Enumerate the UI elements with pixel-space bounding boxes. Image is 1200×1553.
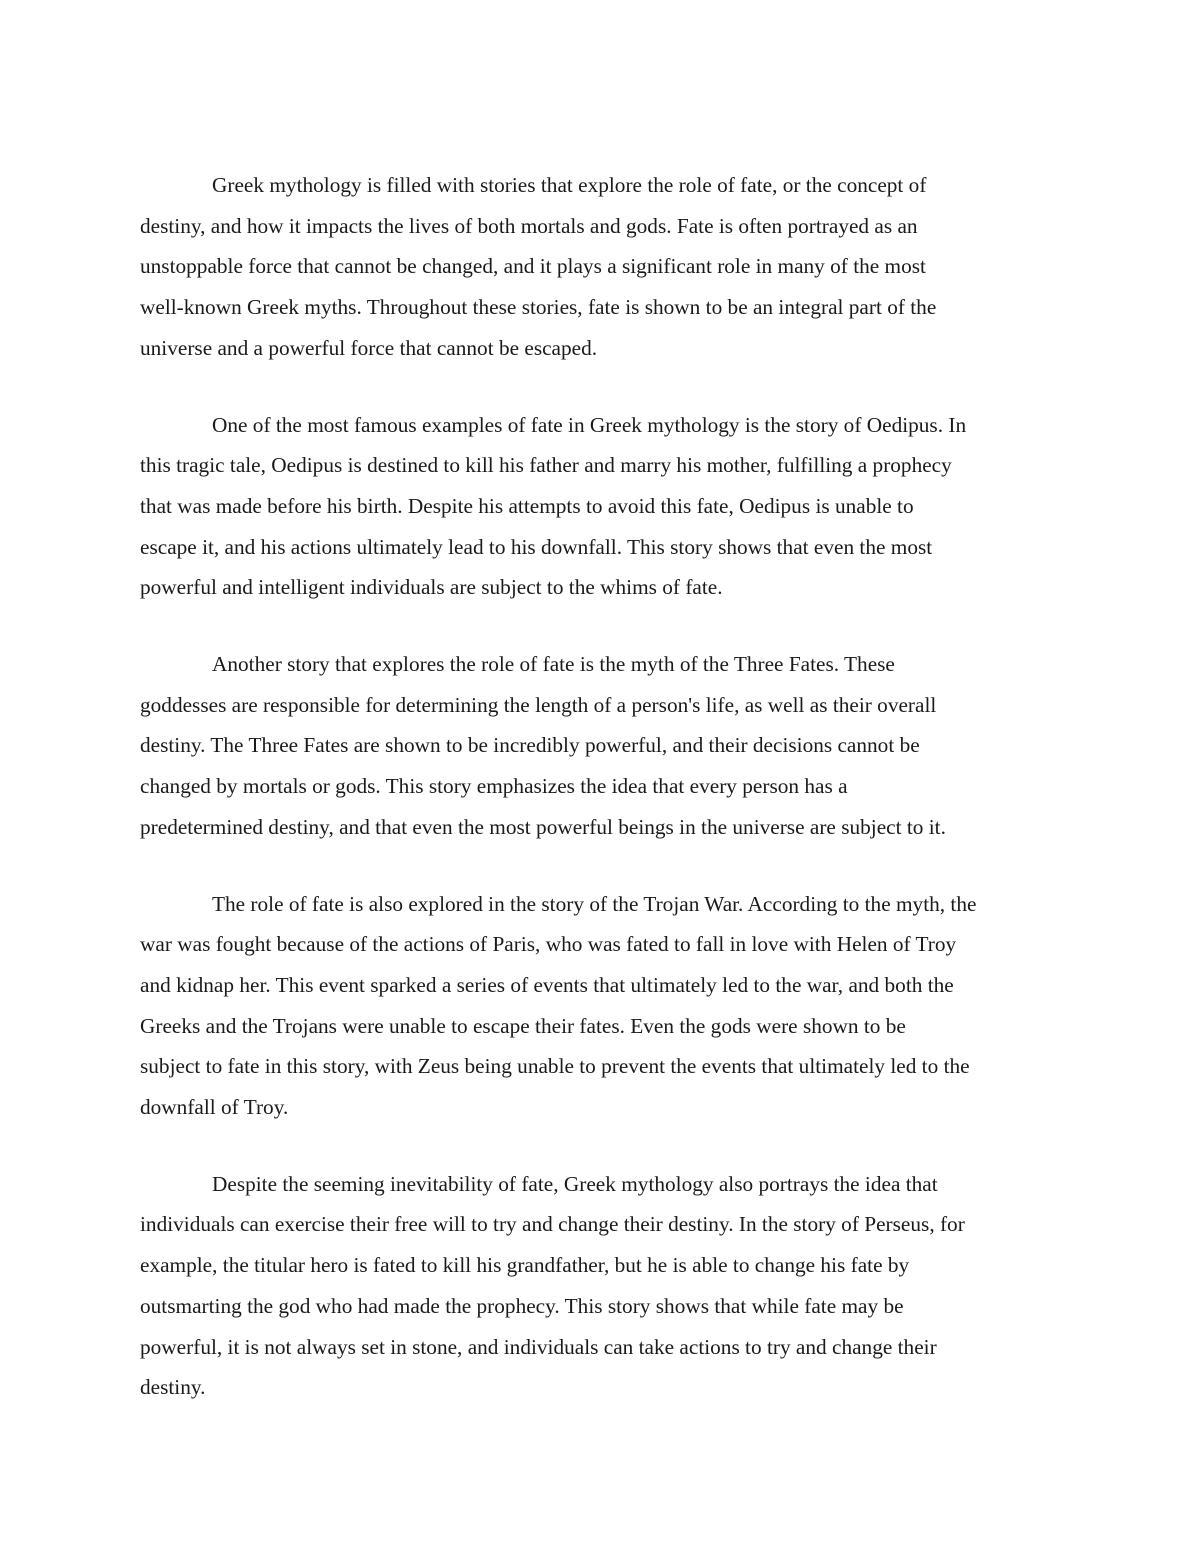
paragraph-line: and kidnap her. This event sparked a series of events that ultimately led to the war, and both the: [140, 972, 954, 997]
paragraph-5: [140, 1164, 1070, 1408]
paragraph-4: [140, 884, 1070, 1128]
document-body: [140, 165, 1070, 1408]
paragraph-line: outsmarting the god who had made the prophecy. This story shows that while fate may be: [140, 1293, 904, 1318]
paragraph-line: destiny. The Three Fates are shown to be incredibly powerful, and their decisions cannot be: [140, 733, 920, 758]
paragraph-line: Greeks and the Trojans were unable to escape their fates. Even the gods were shown to be: [140, 1013, 906, 1038]
paragraph-spacer: [140, 848, 1070, 884]
paragraph-line: universe and a powerful force that cannot be escaped.: [140, 335, 598, 360]
paragraph-line: Greek mythology is filled with stories that explore the role of fate, or the concept of: [212, 173, 927, 197]
paragraph-line: subject to fate in this story, with Zeus being unable to prevent the events that ultimately led to the: [140, 1054, 970, 1079]
paragraph-line: example, the titular hero is fated to kill his grandfather, but he is able to change his fate by: [140, 1253, 910, 1278]
paragraph-line: goddesses are responsible for determining the length of a person's life, as well as their overall: [140, 692, 937, 717]
paragraph-line: Another story that explores the role of fate is the myth of the Three Fates. These: [212, 652, 895, 677]
paragraph-line: that was made before his birth. Despite his attempts to avoid this fate, Oedipus is unable to: [140, 493, 914, 518]
paragraph-1: [140, 165, 1070, 369]
paragraph-line: escape it, and his actions ultimately lead to his downfall. This story shows that even the most: [140, 534, 933, 559]
paragraph-line: predetermined destiny, and that even the most powerful beings in the universe are subject to it.: [140, 814, 946, 839]
paragraph-line: powerful, it is not always set in stone, and individuals can take actions to try and change their: [140, 1334, 937, 1359]
paragraph-spacer: [140, 369, 1070, 405]
paragraph-line: Despite the seeming inevitability of fate, Greek mythology also portrays the idea that: [212, 1171, 938, 1196]
paragraph-spacer: [140, 1128, 1070, 1164]
paragraph-line: changed by mortals or gods. This story emphasizes the idea that every person has a: [140, 774, 848, 799]
paragraph-line: destiny.: [140, 1375, 206, 1400]
paragraph-spacer: [140, 608, 1070, 644]
paragraph-3: [140, 644, 1070, 848]
paragraph-line: One of the most famous examples of fate in Greek mythology is the story of Oedipus. In: [212, 412, 967, 437]
paragraph-line: this tragic tale, Oedipus is destined to kill his father and marry his mother, fulfilling a prophecy: [140, 453, 952, 478]
paragraph-line: well-known Greek myths. Throughout these stories, fate is shown to be an integral part of the: [140, 295, 937, 320]
paragraph-line: individuals can exercise their free will to try and change their destiny. In the story of Perseus, for: [140, 1212, 965, 1237]
paragraph-line: unstoppable force that cannot be changed, and it plays a significant role in many of the most: [140, 254, 926, 279]
paragraph-line: destiny, and how it impacts the lives of both mortals and gods. Fate is often portrayed as an: [140, 213, 918, 238]
paragraph-line: powerful and intelligent individuals are subject to the whims of fate.: [140, 575, 723, 600]
paragraph-line: war was fought because of the actions of Paris, who was fated to fall in love with Helen of Troy: [140, 932, 957, 957]
paragraph-line: downfall of Troy.: [140, 1095, 289, 1120]
paragraph-line: The role of fate is also explored in the story of the Trojan War. According to the myth, the: [212, 891, 977, 916]
paragraph-2: [140, 405, 1070, 609]
